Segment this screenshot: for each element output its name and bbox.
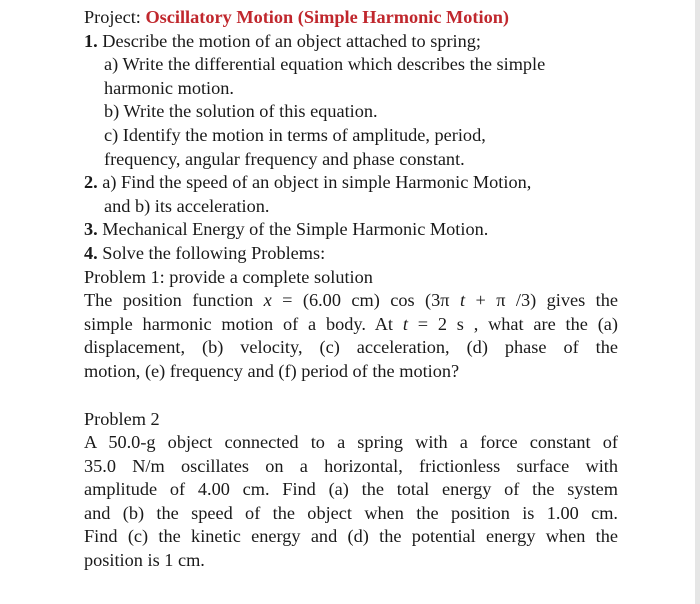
- question-2-text: a) Find the speed of an object in simple Harmonic Motion,: [97, 172, 532, 193]
- problem-1-line-2-b: = 2 s , what are the (a): [407, 313, 618, 334]
- variable-t: t: [402, 313, 408, 334]
- question-3-number: 3.: [84, 219, 98, 240]
- question-4: [84, 242, 618, 266]
- problem-2-line-2: 35.0 N/m oscillates on a horizontal, frictionless surface with: [84, 455, 618, 476]
- question-4-text: Solve the following Problems:: [97, 242, 326, 263]
- problem-2-line-1: A 50.0-g object connected to a spring with a force constant of: [84, 432, 618, 453]
- project-line: [84, 6, 618, 30]
- document-body: [84, 6, 618, 573]
- variable-t: t: [459, 290, 466, 311]
- question-1-number: 1.: [84, 30, 98, 51]
- question-3: [84, 218, 618, 242]
- problem-1-line-2: [84, 313, 618, 337]
- problem-1-line-1-c: + π /3) gives the: [465, 290, 619, 311]
- question-1c-line1: c) Identify the motion in terms of amplitude, period,: [104, 124, 486, 145]
- variable-x: x: [263, 290, 272, 311]
- question-1c-line2: frequency, angular frequency and phase constant.: [104, 148, 465, 169]
- problem-1-line-1-b: = (6.00 cm) cos (3π: [271, 290, 460, 311]
- question-1-text: Describe the motion of an object attached to spring;: [97, 30, 482, 51]
- problem-1-line-2-a: simple harmonic motion of a body. At: [84, 313, 403, 334]
- problem-2-line-3: amplitude of 4.00 cm. Find (a) the total energy of the system: [84, 479, 618, 500]
- project-title: Oscillatory Motion (Simple Harmonic Motion): [145, 7, 509, 27]
- problem-2-line-6: position is 1 cm.: [84, 550, 205, 571]
- problem-2-text: [84, 431, 618, 573]
- page-edge: [695, 0, 700, 604]
- question-1: [84, 30, 618, 54]
- problem-1-line-1: [84, 289, 618, 313]
- spacer: [84, 384, 618, 408]
- problem-1-line-1-a: The position function: [84, 290, 264, 311]
- question-2-line2: and b) its acceleration.: [104, 195, 270, 216]
- problem-2-line-5: Find (c) the kinetic energy and (d) the potential energy when the: [84, 526, 618, 547]
- problem-1-heading: Problem 1: provide a complete solution: [84, 266, 373, 287]
- problem-1-line-4: motion, (e) frequency and (f) period of the motion?: [84, 360, 460, 381]
- question-1b: b) Write the solution of this equation.: [104, 101, 378, 122]
- problem-2-heading: Problem 2: [84, 408, 160, 429]
- problem-2-line-4: and (b) the speed of the object when the position is 1.00 cm.: [84, 502, 618, 523]
- problem-1-text: [84, 289, 618, 383]
- question-3-text: Mechanical Energy of the Simple Harmonic Motion.: [97, 219, 489, 240]
- project-prefix: Project:: [84, 7, 146, 27]
- question-2: [84, 171, 618, 195]
- question-2-number: 2.: [84, 172, 98, 193]
- question-4-number: 4.: [84, 242, 98, 263]
- question-1a-line1: a) Write the differential equation which describes the simple: [104, 54, 546, 75]
- question-1a-line2: harmonic motion.: [104, 77, 234, 98]
- problem-1-line-3: displacement, (b) velocity, (c) acceleration, (d) phase of the: [84, 337, 618, 358]
